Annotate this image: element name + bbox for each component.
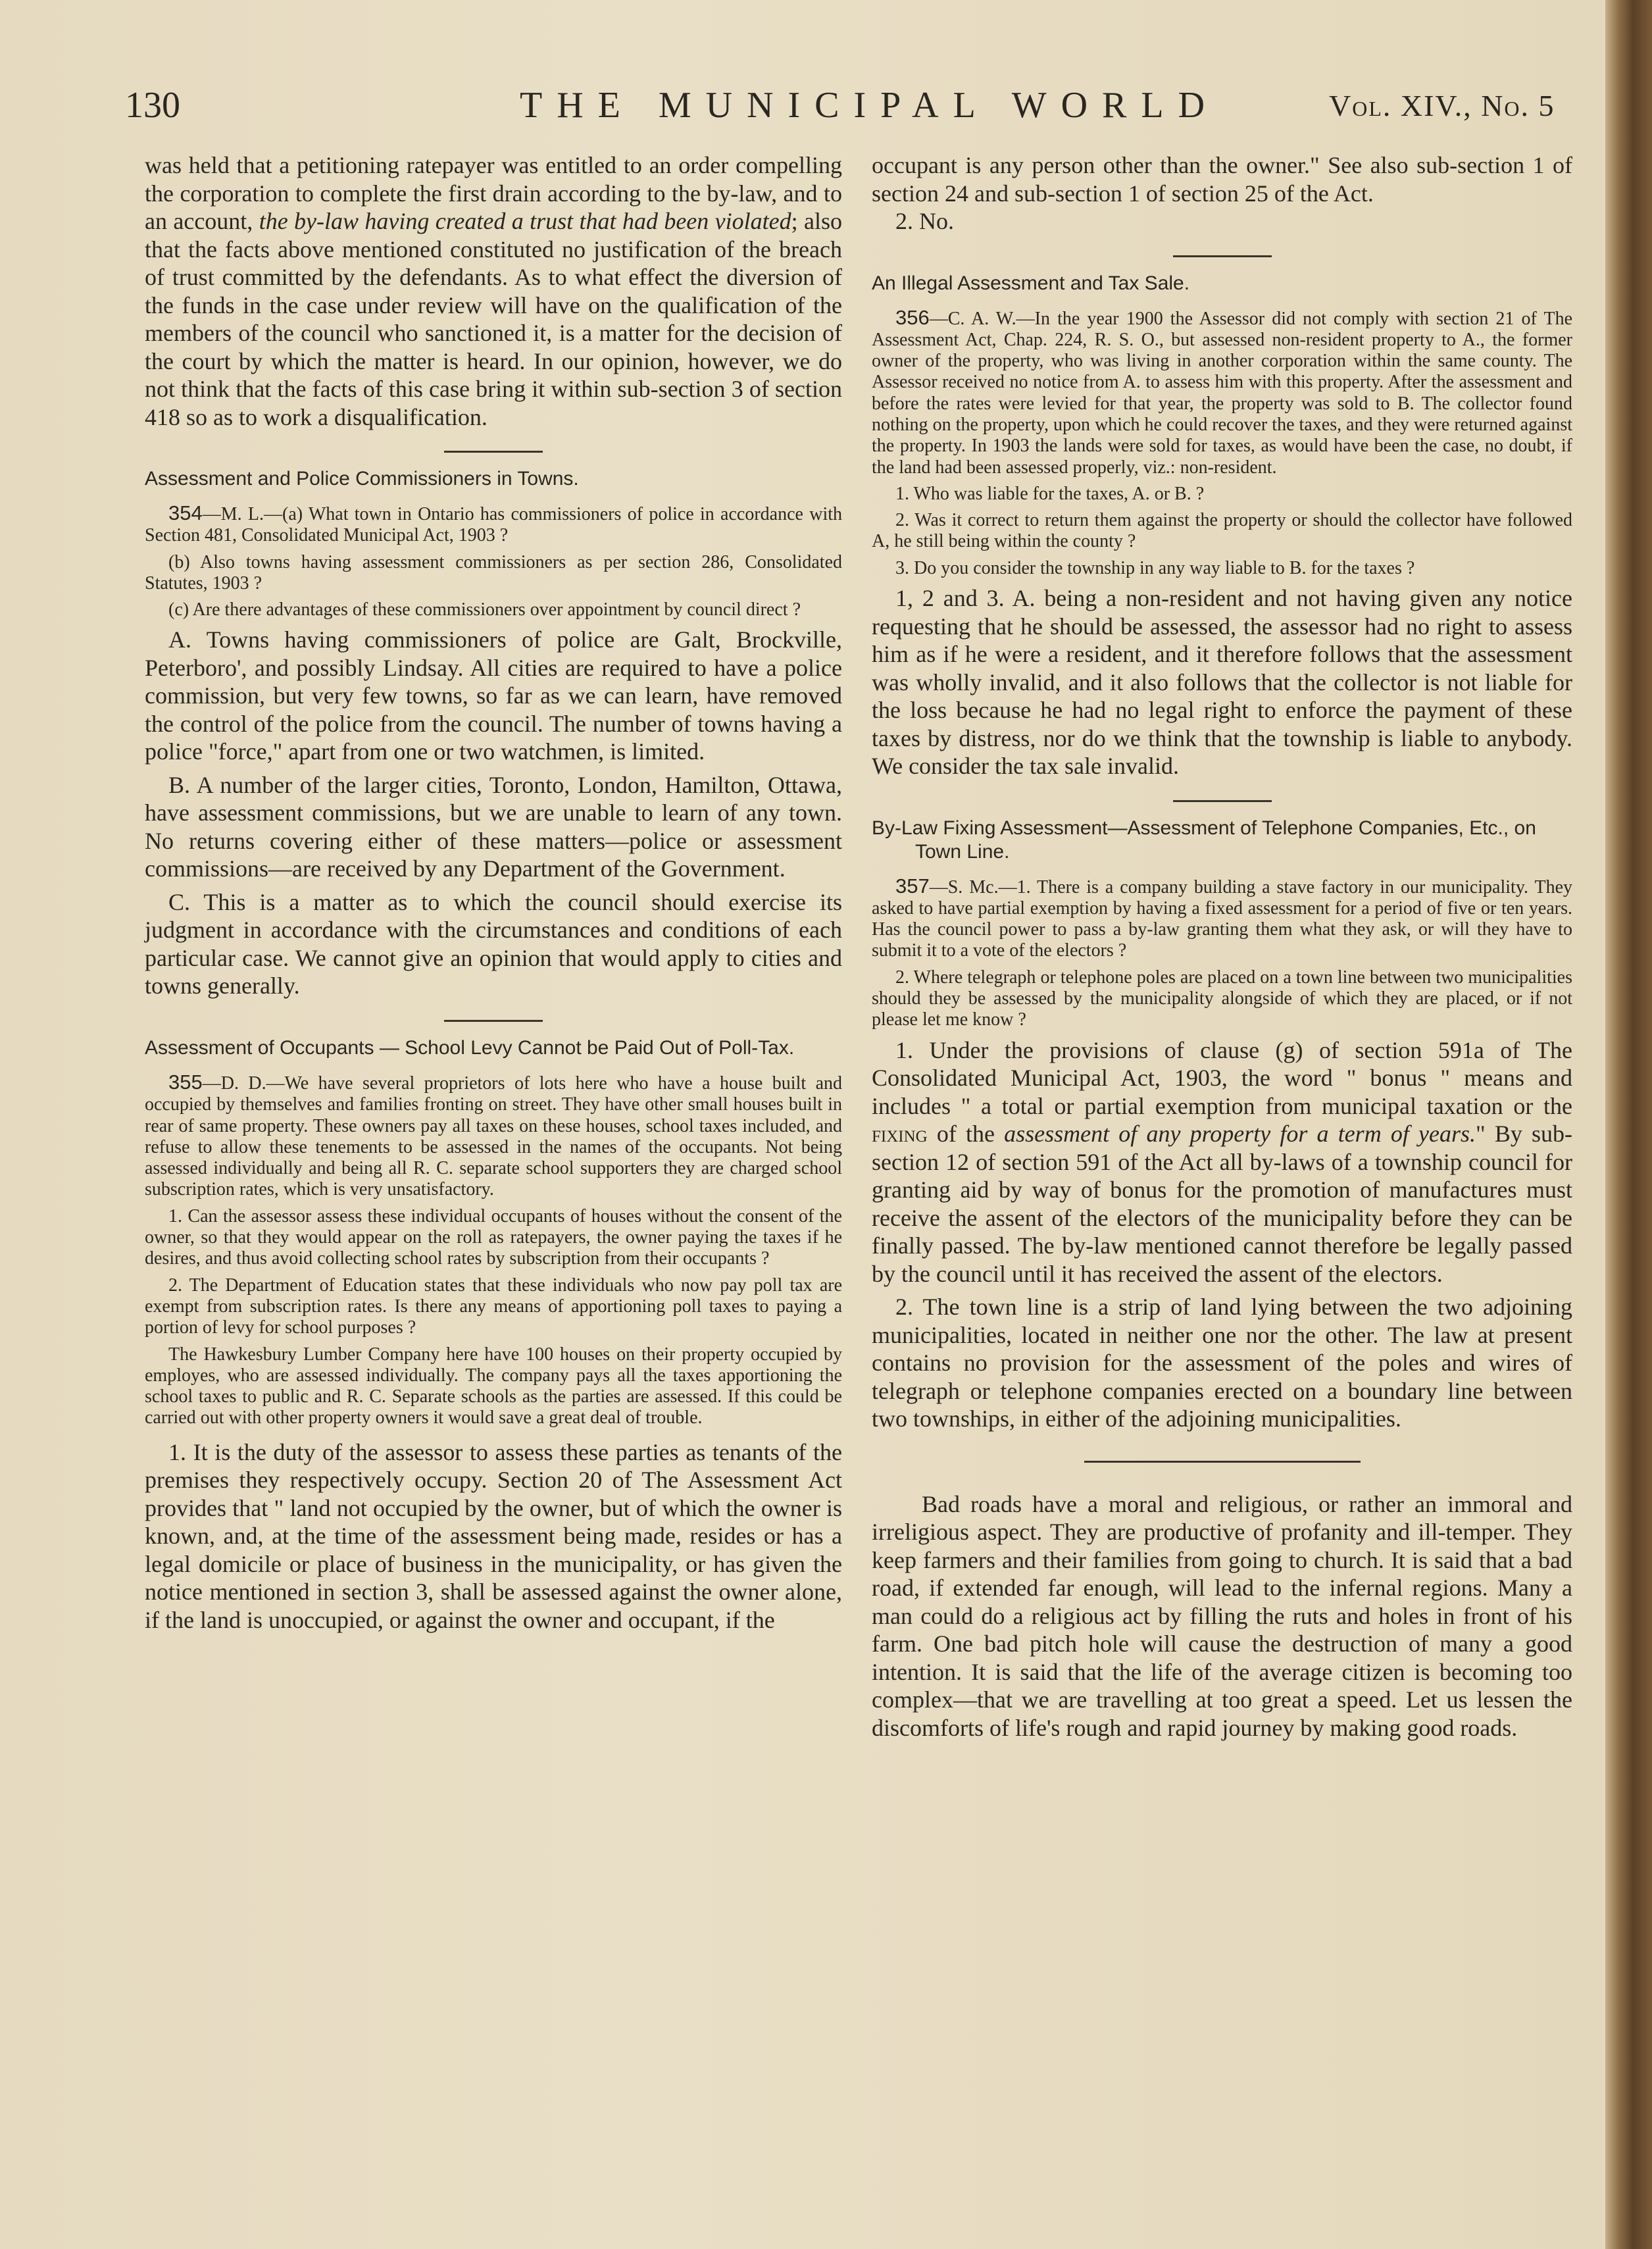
section-heading-354: Assessment and Police Commissioners in Towns. <box>145 468 579 490</box>
answer-356: 1, 2 and 3. A. being a non-resident and not having given any notice requesting that he should be assessed, the assessor had no right to assess him as if he were a resident, and it therefore follows that the assessment was wholly invalid, and it also follows that the collector is not liable for the loss because he had no legal right to enforce the payment of these taxes by distress, nor do we think that the township is liable to anybody. We consider the tax sale invalid. <box>872 585 1572 780</box>
book-binding-edge <box>1605 0 1652 2249</box>
section-divider <box>444 451 543 453</box>
question-356-3: 3. Do you consider the township in any way liable to B. for the taxes ? <box>895 557 1415 578</box>
question-355-1: 1. Can the assessor assess these individual occupants of houses without the consent of the owner, so that they would appear on the roll as ratepayers, the owner paying the taxes if he desires, and thus avoid collecting school rates by subscription from their occupants ? <box>145 1205 842 1269</box>
article-divider <box>1084 1461 1361 1463</box>
section-heading-356: An Illegal Assessment and Tax Sale. <box>872 272 1190 294</box>
question-355-2: 2. The Department of Education states that these individuals who now pay poll tax are exempt from subscription rates. Is there any means of apportioning poll taxes to paying a portion of levy for school purposes ? <box>145 1275 842 1338</box>
continued-paragraph: was held that a petitioning ratepayer was entitled to an order compelling the corporation to complete the first drain according to the by-law, and to an account, the by-law having created a trust that had been violated; also that the facts above mentioned constituted no justification of the breach of trust committed by the defendants. As to what effect the diversion of the funds in the case under review will have on the qualification of the members of the council who sanctioned it, is a matter for the decision of the court by which the matter is heard. In our opinion, however, we do not think that the facts of this case bring it within sub-section 3 of section 418 so as to work a disqualification. <box>145 152 842 430</box>
answer-354-a: A. Towns having commissioners of police are Galt, Brockville, Peterboro', and possibly Lindsay. All cities are required to have a police commission, but very few towns, so far as we can learn, have removed the control of the police from the council. The number of towns having a police "force," apart from one or two watchmen, is limited. <box>145 626 842 765</box>
answer-355-1: 1. It is the duty of the assessor to assess these parties as tenants of the premises they respectively occupy. Section 20 of The Assessment Act provides that " land not occupied by the owner, but of which the owner is known, and, at the time of the assessment being made, resides or has a legal domicile or place of business in the municipality, or has given the notice mentioned in section 3, shall be assessed against the owner alone, if the land is unoccupied, or against the owner and occupant, if the <box>145 1438 842 1633</box>
answer-357-1: 1. Under the provisions of clause (g) of section 591a of The Consolidated Municipal Act, 1903, the word " bonus " means and includes " a total or partial exemption from municipal taxation or the fixing of the assessment of any property for a term of years." By sub-section 12 of section 591 of the Act all by-laws of a township council for granting aid by way of bonus for the promotion of manufactures must receive the assent of the electors of the municipality before they can be finally passed. The by-law mentioned cannot therefore be legally passed by the council until it has received the assent of the electors. <box>872 1036 1572 1287</box>
page-number: 130 <box>125 85 180 126</box>
question-354-b: (b) Also towns having assessment commissioners as per section 286, Consolidated Statutes, 1903 ? <box>145 551 842 594</box>
question-356-intro: 356—C. A. W.—In the year 1900 the Assessor did not comply with section 21 of The Assessment Act, Chap. 224, R. S. O., but assessed non-resident property to A., the former owner of the property, who was living in another corporation within the same county. The Assessor received no notice from A. to assess him with this property. After the assessment and before the rates were levied for that year, the property was sold to B. The collector found nothing on the property, upon which he could recover the taxes, and they were returned against the property. In 1903 the lands were sold for taxes, as would have been the case, no doubt, if the land had been assessed properly, viz.: non-resident. <box>872 305 1572 478</box>
right-column <box>872 151 1572 1742</box>
section-divider <box>444 1020 543 1022</box>
answer-357-2: 2. The town line is a strip of land lying between the two adjoining municipalities, located in neither one nor the other. The law at present contains no provision for the assessment of the poles and wires of telegraph or telephone companies erected on a boundary line between two townships, in either of the adjoining municipalities. <box>872 1294 1572 1432</box>
question-354-a: 354—M. L.—(a) What town in Ontario has commissioners of police in accordance with Section 481, Consolidated Municipal Act, 1903 ? <box>145 501 842 546</box>
publication-title: THE MUNICIPAL WORLD <box>520 85 1220 126</box>
volume-number: Vol. XIV., No. 5 <box>1329 89 1555 122</box>
question-356-2: 2. Was it correct to return them against the property or should the collector have followed A, he still being within the county ? <box>872 510 1572 552</box>
section-divider <box>1173 255 1272 257</box>
left-column <box>145 151 842 1634</box>
answer-354-c: C. This is a matter as to which the council should exercise its judgment in accordance with the circumstances and conditions of each particular case. We cannot give an opinion that would apply to cities and towns generally. <box>145 888 842 999</box>
question-357-1: 357—S. Mc.—1. There is a company building a stave factory in our municipality. They asked to have partial exemption by having a fixed assessment for a period of five or ten years. Has the council power to pass a by-law granting them what they ask, or will they have to submit it to a vote of the electors ? <box>872 874 1572 961</box>
section-divider <box>1173 800 1272 802</box>
page-header <box>125 84 1618 137</box>
bad-roads-paragraph: Bad roads have a moral and religious, or rather an immoral and irreligious aspect. They are productive of profanity and ill-temper. They keep farmers and their families from going to church. It is said that a bad road, if extended far enough, will lead to the infernal regions. Many a man could do a religious act by filling the ruts and holes in front of his farm. One bad pitch hole will cause the destruction of many a good intention. It is said that the life of the average citizen is becoming too complex—that we are travelling at too great a speed. Let us lessen the discomforts of life's rough and rapid journey by making good roads. <box>872 1490 1572 1741</box>
section-heading-357: By-Law Fixing Assessment—Assessment of Telephone Companies, Etc., on Town Line. <box>872 817 1536 863</box>
answer-355-continued: occupant is any person other than the owner." See also sub-section 1 of section 24 and sub-section 1 of section 25 of the Act. <box>872 152 1572 207</box>
answer-354-b: B. A number of the larger cities, Toronto, London, Hamilton, Ottawa, have assessment commissions, but we are unable to learn of any town. No returns covering either of these matters—police or assessment commissions—are received by any Department of the Government. <box>145 771 842 882</box>
answer-355-2: 2. No. <box>895 208 954 234</box>
question-356-1: 1. Who was liable for the taxes, A. or B. ? <box>895 483 1205 504</box>
question-354-c: (c) Are there advantages of these commissioners over appointment by council direct ? <box>168 599 801 620</box>
question-357-2: 2. Where telegraph or telephone poles are placed on a town line between two municipalities should they be assessed by the municipality alongside of which they are placed, or if not please let me know ? <box>872 967 1572 1030</box>
section-heading-355: Assessment of Occupants — School Levy Cannot be Paid Out of Poll-Tax. <box>145 1036 795 1059</box>
question-355-3: The Hawkesbury Lumber Company here have 100 houses on their property occupied by employes, who are assessed individually. The company pays all the taxes apportioning the school taxes to public and R. C. Separate schools as the parties are assessed. If this could be carried out with other property owners it would save a great deal of trouble. <box>145 1344 842 1428</box>
question-355-intro: 355—D. D.—We have several proprietors of lots here who have a house built and occupied by themselves and families fronting on street. They have other small houses built in rear of same property. These owners pay all taxes on these houses, school taxes included, and refuse to allow these tenements to be assessed in the names of the occupants. Not being assessed individually and being all R. C. separate school supporters they are charged school subscription rates, which is very unsatisfactory. <box>145 1070 842 1200</box>
